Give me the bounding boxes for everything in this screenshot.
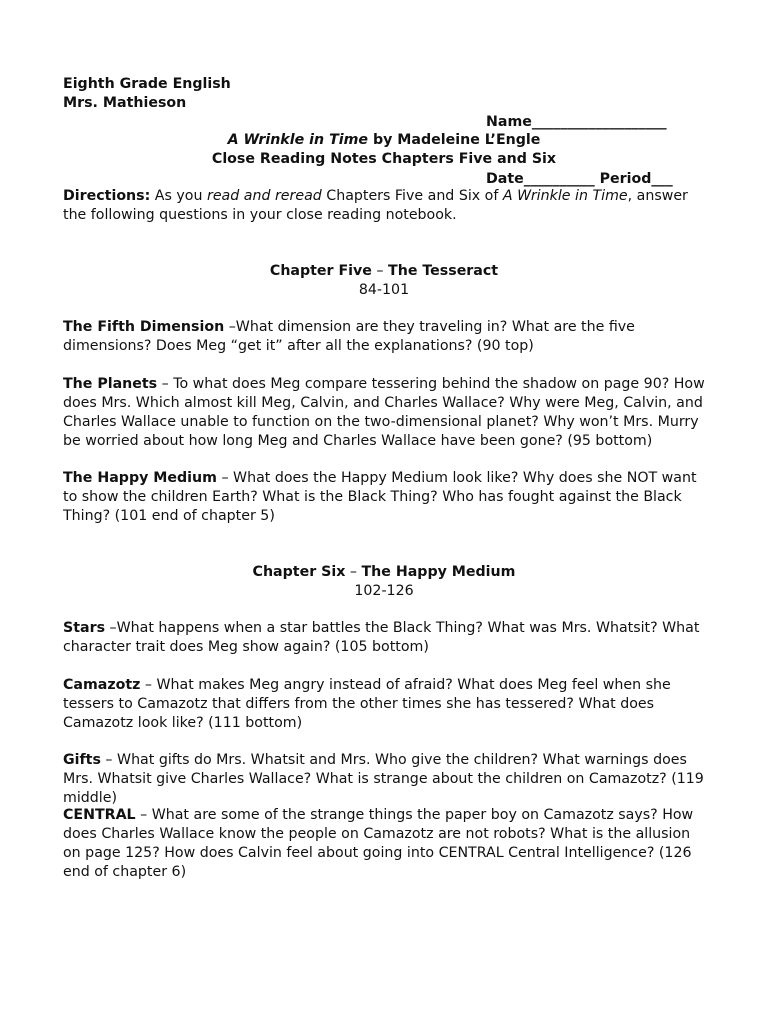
document-subtitle: Close Reading Notes Chapters Five and Six [211, 151, 557, 167]
directions-label: Directions: [63, 188, 151, 204]
question-happy-medium [63, 469, 711, 526]
question-gifts [63, 751, 711, 808]
question-text: – What makes Meg angry instead of afraid? What does Meg feel when she tessers to Camazotz that differs from the other times she has tessered? What does Camazotz look like? (111 bottom) [63, 677, 671, 731]
question-label: Camazotz [63, 677, 141, 693]
date-period-field: Date__________ Period___ [486, 171, 673, 187]
chapter-number: Chapter Six [252, 564, 346, 580]
course-name: Eighth Grade English [63, 76, 231, 92]
chapter-five-heading [0, 262, 768, 300]
question-planets [63, 375, 711, 451]
question-label: The Happy Medium [63, 470, 217, 486]
directions-text: , answer the following questions in your close reading notebook. [63, 188, 688, 223]
name-field: Name___________________ [486, 114, 667, 130]
chapter-name: The Happy Medium [361, 564, 516, 580]
chapter-title-line [0, 563, 768, 582]
chapter-dash: – [371, 263, 389, 279]
question-camazotz [63, 676, 711, 733]
book-title-line [0, 131, 768, 150]
document-title [0, 131, 768, 169]
chapter-number: Chapter Five [269, 263, 372, 279]
chapter-six-heading [0, 563, 768, 601]
question-text: –What dimension are they traveling in? What are the five dimensions? Does Meg “get it” after all the explanations? (90 top) [63, 319, 635, 354]
book-author: by Madeleine L’Engle [368, 132, 541, 148]
question-text: – What does the Happy Medium look like? Why does she NOT want to show the children Earth? What is the Black Thing? Who has fought against the Black Thing? (101 end of chapter 5) [63, 470, 697, 524]
directions-book-title: A Wrinkle in Time [502, 188, 628, 204]
directions [63, 187, 713, 225]
chapter-pages: 84-101 [358, 282, 410, 298]
question-label: Stars [63, 620, 106, 636]
question-central [63, 806, 711, 882]
question-label: Gifts [63, 752, 101, 768]
chapter-name: The Tesseract [388, 263, 499, 279]
teacher-name: Mrs. Mathieson [63, 95, 187, 111]
question-label: The Fifth Dimension [63, 319, 225, 335]
directions-text: Chapters Five and Six of [321, 188, 503, 204]
question-fifth-dimension [63, 318, 711, 356]
header-left [63, 75, 231, 113]
chapter-pages: 102-126 [354, 583, 414, 599]
question-text: – What gifts do Mrs. Whatsit and Mrs. Who give the children? What warnings does Mrs. Whatsit give Charles Wallace? What is strange about the children on Camazotz? (119 middle) [63, 752, 704, 806]
question-label: The Planets [63, 376, 158, 392]
chapter-dash: – [345, 564, 362, 580]
chapter-title-line [0, 262, 768, 281]
question-label: CENTRAL [63, 807, 136, 823]
question-text: –What happens when a star battles the Black Thing? What was Mrs. Whatsit? What character trait does Meg show again? (105 bottom) [63, 620, 700, 655]
question-text: – To what does Meg compare tessering behind the shadow on page 90? How does Mrs. Which almost kill Meg, Calvin, and Charles Wallace? Why were Meg, Calvin, and Charles Wallace unable to function on the two-dimensional planet? Why won’t Mrs. Murry be worried about how long Meg and Charles Wallace have been gone? (95 bottom) [63, 376, 705, 449]
book-title: A Wrinkle in Time [227, 132, 369, 148]
question-stars [63, 619, 711, 657]
directions-text: As you [150, 188, 207, 204]
directions-emphasis: read and reread [206, 188, 322, 204]
question-text: – What are some of the strange things the paper boy on Camazotz says? How does Charles Wallace know the people on Camazotz are not robots? What is the allusion on page 125? How does Calvin feel about going into CENTRAL Central Intelligence? (126 end of chapter 6) [63, 807, 694, 880]
